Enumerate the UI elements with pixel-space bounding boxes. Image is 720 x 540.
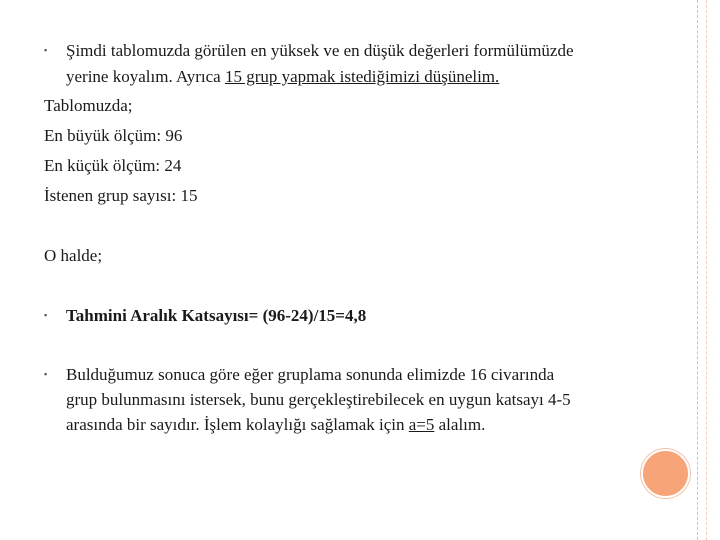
paragraph-2-line-1: Bulduğumuz sonuca göre eğer gruplama sonunda elimizde 16 civarında xyxy=(66,365,555,384)
min-measurement: En küçük ölçüm: 24 xyxy=(44,156,182,175)
paragraph-1-line-1: Şimdi tablomuzda görülen en yüksek ve en düşük değerleri formülümüzde xyxy=(66,41,574,60)
underlined-coefficient: a=5 xyxy=(408,415,435,434)
max-measurement: En büyük ölçüm: 96 xyxy=(44,126,183,145)
decorative-frame-line xyxy=(697,0,698,540)
paragraph-1-line-2-text: yerine koyalım. Ayrıca xyxy=(66,67,225,86)
tablomuzda-label: Tablomuzda; xyxy=(44,96,133,115)
group-count: İstenen grup sayısı: 15 xyxy=(44,186,198,205)
bullet-marker: ▪ xyxy=(44,45,48,55)
paragraph-2-line-3-prefix: arasında bir sayıdır. İşlem kolaylığı sağlamak için xyxy=(66,415,409,434)
paragraph-2-line-3-suffix: alalım. xyxy=(434,415,486,434)
paragraph-2-line-3 xyxy=(66,412,485,437)
paragraph-1-line-2 xyxy=(66,64,499,89)
interval-formula: Tahmini Aralık Katsayısı= (96-24)/15=4,8 xyxy=(66,306,367,325)
underlined-group-text: 15 grup yapmak istediğimizi düşünelim. xyxy=(224,67,500,86)
decorative-frame-line-inner xyxy=(706,0,707,540)
paragraph-2-line-2: grup bulunmasını istersek, bunu gerçekleştirebilecek en uygun katsayı 4-5 xyxy=(66,390,571,409)
decorative-circle xyxy=(641,449,690,498)
o-halde-label: O halde; xyxy=(44,246,103,265)
bullet-marker: ▪ xyxy=(44,310,48,320)
bullet-marker: ▪ xyxy=(44,369,48,379)
